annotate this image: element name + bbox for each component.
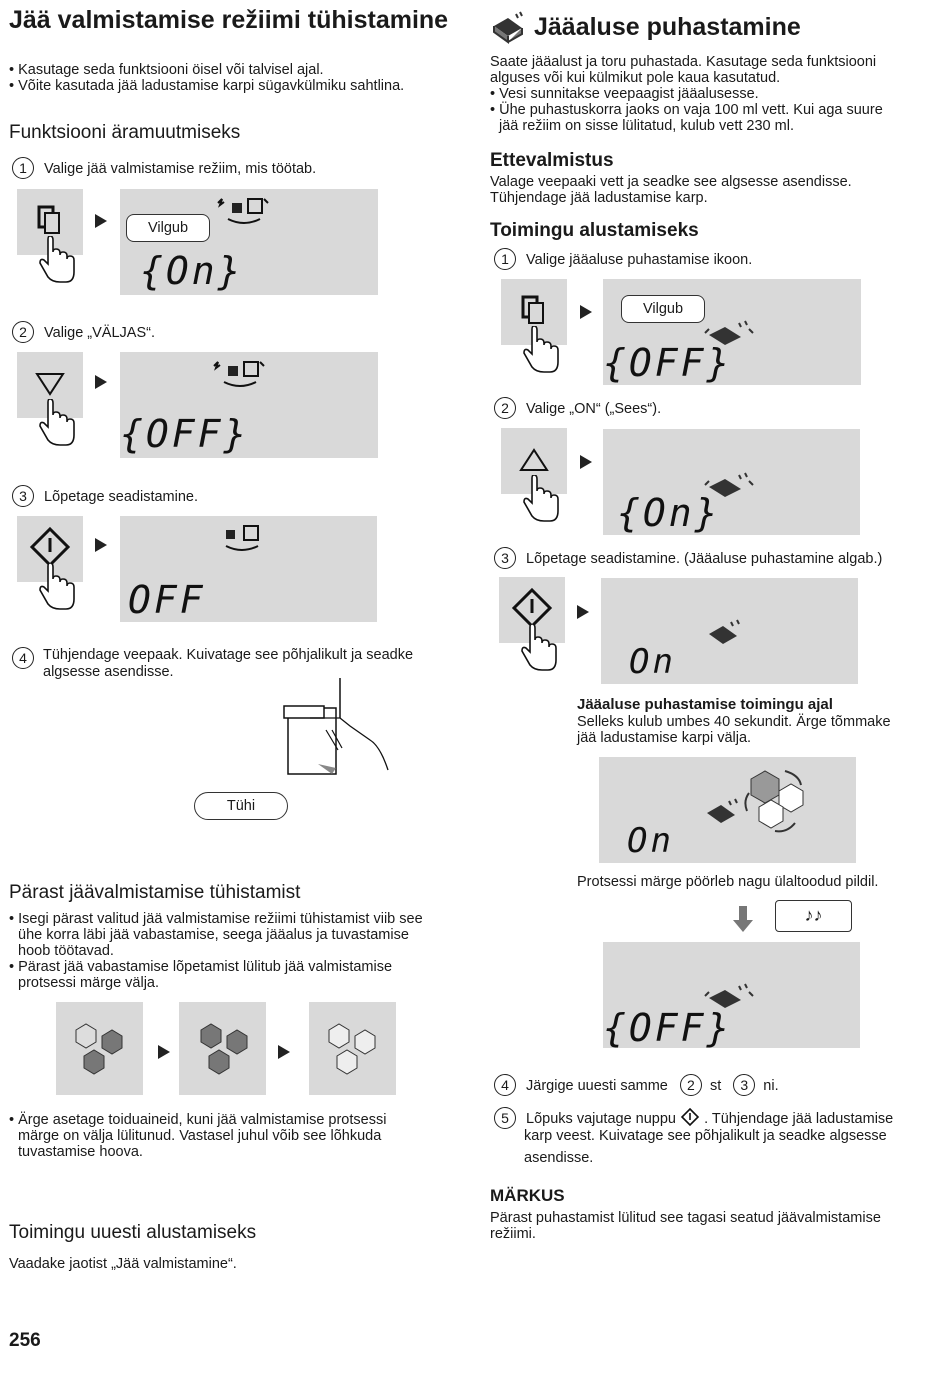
intro-text: • Ühe puhastuskorra jaoks on vaja 100 ml vett. Kui aga suure xyxy=(490,102,883,118)
lcd-readout: On xyxy=(629,642,676,682)
after-text: protsessi märge välja. xyxy=(18,975,160,991)
next-arrow-icon xyxy=(278,1045,290,1059)
lcd-readout: On xyxy=(627,821,674,861)
intro-text: jää režiim on sisse lülitatud, kulub vett 230 ml. xyxy=(499,118,794,134)
step-ref: 2 xyxy=(680,1074,702,1096)
warning-text: tuvastamise hoova. xyxy=(18,1144,143,1160)
restart-text: Vaadake jaotist „Jää valmistamine“. xyxy=(9,1256,237,1272)
step-text: asendisse. xyxy=(524,1150,594,1166)
after-text: • Pärast jää vabastamise lõpetamist lülitub jää valmistamise xyxy=(9,959,393,975)
hand-pointer-icon xyxy=(520,624,560,672)
section-title: Pärast jäävalmistamise tühistamist xyxy=(9,882,301,903)
step-item xyxy=(12,321,155,343)
section-title: Funktsiooni äramuutmiseks xyxy=(9,122,241,143)
blink-label: Vilgub xyxy=(126,214,210,242)
lcd-readout: OFF xyxy=(128,578,206,622)
warning-text: • Ärge asetage toiduaineid, kuni jää valmistamise protsessi xyxy=(9,1112,387,1128)
tray-clean-icon xyxy=(490,10,526,44)
step-text: ni. xyxy=(763,1078,779,1094)
ice-cubes-panel xyxy=(179,1002,266,1095)
after-text: ühe korra läbi jää vabastamise, seega jääalus ja tuvastamise xyxy=(18,927,409,943)
note-text: Pärast puhastamist lülitud see tagasi seatud jäävalmistamise xyxy=(490,1210,881,1226)
during-text: jää ladustamise karpi välja. xyxy=(577,730,752,746)
step-number: 4 xyxy=(12,647,34,669)
step-ref: 3 xyxy=(733,1074,755,1096)
step-number: 3 xyxy=(494,547,516,569)
ice-making-icon xyxy=(214,193,274,229)
step-text: Valige „VÄLJAS“. xyxy=(44,325,155,341)
water-tank-illustration xyxy=(270,676,400,786)
power-diamond-icon xyxy=(680,1107,700,1127)
during-title: Jääaluse puhastamise toimingu ajal xyxy=(577,696,833,713)
after-text: • Isegi pärast valitud jää valmistamise režiimi tühistamist viib see xyxy=(9,911,423,927)
prep-text: Tühjendage jää ladustamise karp. xyxy=(490,190,708,206)
note-text: režiimi. xyxy=(490,1226,536,1242)
step-item xyxy=(12,157,316,179)
step-text: Tühjendage veepaak. Kuivatage see põhjalikult ja seadke algsesse asendisse. xyxy=(43,647,414,680)
step-item xyxy=(494,1074,779,1096)
step-number: 1 xyxy=(494,248,516,270)
down-arrow-icon xyxy=(733,904,753,934)
rotate-note: Protsessi märge pöörleb nagu ülaltoodud pildil. xyxy=(577,874,879,890)
display-panel xyxy=(601,578,858,684)
display-panel xyxy=(603,429,860,535)
display-panel xyxy=(120,516,377,622)
ice-cubes-icon xyxy=(56,1002,143,1095)
display-panel xyxy=(603,279,861,385)
hand-pointer-icon xyxy=(38,236,78,284)
lcd-readout: {OFF} xyxy=(603,341,733,385)
ice-making-icon xyxy=(216,520,266,554)
sound-label: ♪♪ xyxy=(775,900,852,932)
next-arrow-icon xyxy=(95,538,107,552)
display-panel xyxy=(599,757,856,863)
step-item xyxy=(12,485,198,507)
ice-cubes-panel xyxy=(309,1002,396,1095)
empty-label: Tühi xyxy=(194,792,288,820)
left-bullet: • Kasutage seda funktsiooni öisel või talvisel ajal. xyxy=(9,62,324,78)
lcd-readout: {OFF} xyxy=(120,412,250,456)
next-arrow-icon xyxy=(95,375,107,389)
note-title: MÄRKUS xyxy=(490,1186,565,1205)
ice-cubes-icon xyxy=(179,1002,266,1095)
step-item xyxy=(494,397,661,419)
step-text: Lõpuks vajutage nuppu xyxy=(526,1111,676,1127)
next-arrow-icon xyxy=(580,305,592,319)
display-panel xyxy=(120,189,378,295)
step-item xyxy=(494,1107,924,1129)
step-number: 2 xyxy=(494,397,516,419)
blink-label: Vilgub xyxy=(621,295,705,323)
step-text: Lõpetage seadistamine. xyxy=(44,489,199,505)
prep-text: Valage veepaaki vett ja seadke see algsesse asendisse. xyxy=(490,174,852,190)
step-text: . Tühjendage jää ladustamise xyxy=(704,1111,894,1127)
lcd-readout: {On} xyxy=(617,491,721,535)
hand-pointer-icon xyxy=(38,399,78,447)
next-arrow-icon xyxy=(95,214,107,228)
step-text: Valige jääaluse puhastamise ikoon. xyxy=(526,252,753,268)
step-number: 3 xyxy=(12,485,34,507)
next-arrow-icon xyxy=(577,605,589,619)
left-bullet: • Võite kasutada jää ladustamise karpi sügavkülmiku sahtlina. xyxy=(9,78,405,94)
left-title: Jää valmistamise režiimi tühistamine xyxy=(9,6,449,34)
during-text: Selleks kulub umbes 40 sekundit. Ärge tõmmake xyxy=(577,714,891,730)
right-title: Jääaluse puhastamine xyxy=(534,13,801,41)
section-title: Ettevalmistus xyxy=(490,150,614,171)
step-text: Lõpetage seadistamine. (Jääaluse puhastamine algab.) xyxy=(526,551,883,567)
next-arrow-icon xyxy=(158,1045,170,1059)
hand-pointer-icon xyxy=(522,326,562,374)
after-text: hoob töötavad. xyxy=(18,943,114,959)
step-text: Valige „ON“ („Sees“). xyxy=(526,401,662,417)
step-item xyxy=(494,248,752,270)
intro-text: alguses või kui külmikut pole kaua kasutatud. xyxy=(490,70,781,86)
next-arrow-icon xyxy=(580,455,592,469)
ice-cubes-panel xyxy=(56,1002,143,1095)
lcd-readout: {OFF} xyxy=(603,1006,733,1050)
step-text: Valige jää valmistamise režiim, mis töötab. xyxy=(44,161,317,177)
step-number: 4 xyxy=(494,1074,516,1096)
rotating-cubes-icon xyxy=(739,761,819,841)
step-number: 1 xyxy=(12,157,34,179)
step-item xyxy=(494,547,882,569)
intro-text: Saate jääalust ja toru puhastada. Kasutage seda funktsiooni xyxy=(490,54,877,70)
step-text: karp veest. Kuivatage see põhjalikult ja seadke algsesse xyxy=(524,1128,887,1144)
section-title: Toimingu alustamiseks xyxy=(490,220,699,241)
step-number: 2 xyxy=(12,321,34,343)
hand-pointer-icon xyxy=(522,475,562,523)
step-text: Järgige uuesti samme xyxy=(526,1078,668,1094)
ice-making-icon xyxy=(210,356,270,392)
page-number: 256 xyxy=(9,1330,41,1351)
warning-text: märge on välja lülitunud. Vastasel juhul võib see lõhkuda xyxy=(18,1128,382,1144)
display-panel xyxy=(120,352,378,458)
intro-text: • Vesi sunnitakse veepaagist jääalusesse. xyxy=(490,86,759,102)
tray-clean-icon xyxy=(705,618,745,648)
display-panel xyxy=(603,942,860,1048)
hand-pointer-icon xyxy=(38,563,78,611)
tray-clean-icon xyxy=(703,797,743,827)
ice-cubes-icon xyxy=(309,1002,396,1095)
lcd-readout: {On} xyxy=(140,249,244,293)
step-number: 5 xyxy=(494,1107,516,1129)
section-title: Toimingu uuesti alustamiseks xyxy=(9,1222,257,1243)
step-text: st xyxy=(709,1078,722,1094)
